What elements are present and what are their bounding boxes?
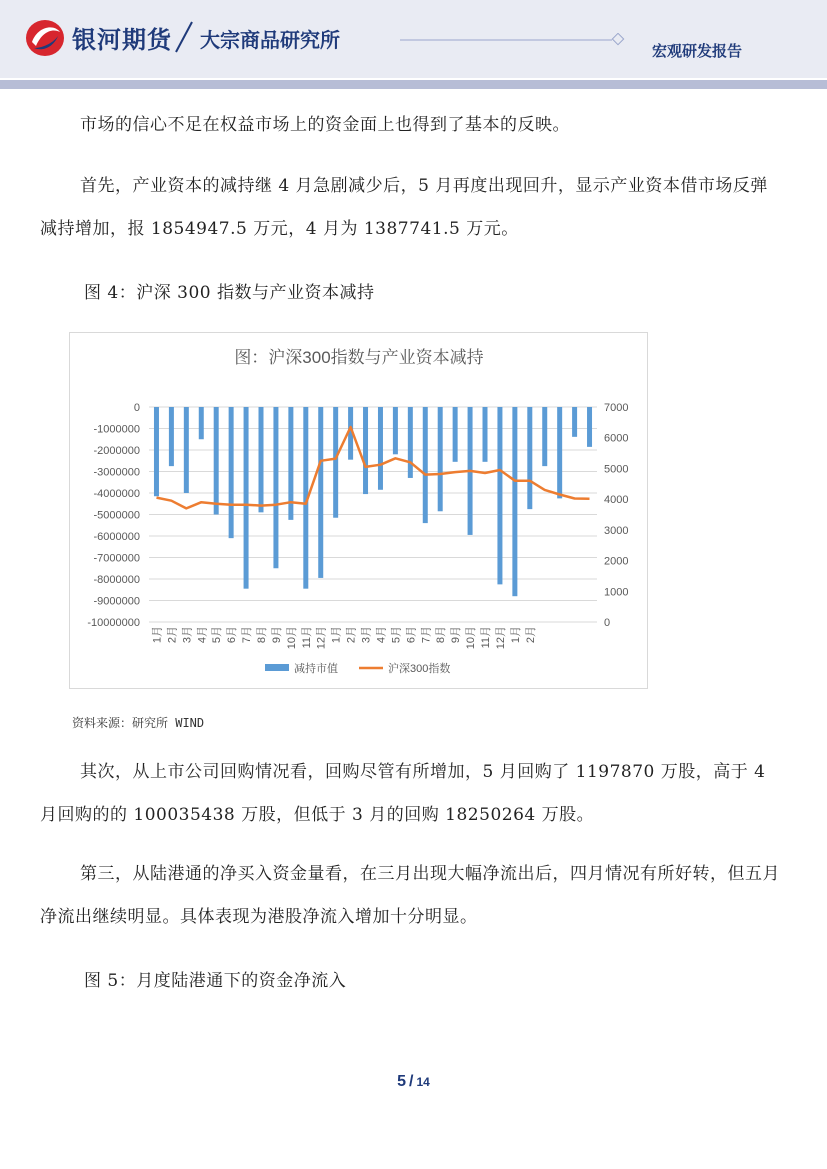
y-left-tick-label: -2000000	[93, 445, 140, 457]
bar	[408, 407, 413, 478]
bar	[438, 407, 443, 511]
x-tick-label: 10月	[465, 626, 478, 650]
chart-frame	[69, 332, 648, 689]
y-left-tick-label: -9000000	[93, 595, 140, 608]
source-note: 资料来源：研究所 WIND	[72, 716, 205, 730]
report-type-label: 宏观研发报告	[652, 42, 743, 60]
bar	[453, 407, 458, 462]
figure-4-title: 图 4：沪深 300 指数与产业资本减持	[84, 283, 375, 303]
x-tick-label: 1月	[330, 626, 343, 644]
page-total: 14	[416, 1075, 430, 1089]
y-right-tick-label: 3000	[604, 524, 629, 537]
y-left-tick-label: -5000000	[93, 509, 140, 522]
y-left-tick-label: -1000000	[93, 423, 140, 436]
bar	[557, 407, 562, 498]
brand-name: 银河期货	[72, 26, 172, 54]
page-separator: /	[409, 1073, 414, 1090]
y-right-tick-label: 0	[604, 617, 611, 629]
x-tick-label: 8月	[256, 626, 268, 644]
galaxy-logo-icon	[24, 18, 66, 58]
bar	[423, 407, 428, 523]
y-left-tick-label: -6000000	[93, 531, 140, 543]
x-tick-label: 7月	[241, 626, 254, 644]
x-tick-label: 9月	[270, 626, 283, 644]
bar	[363, 407, 368, 494]
bar	[184, 407, 189, 493]
x-tick-label: 3月	[181, 626, 194, 644]
x-tick-label: 1月	[151, 626, 164, 644]
y-right-tick-label: 2000	[604, 555, 629, 568]
header-deco-line	[400, 33, 630, 47]
x-tick-label: 10月	[285, 626, 298, 650]
header-bottom-bar	[0, 80, 827, 89]
x-tick-label: 2月	[166, 626, 179, 644]
bar	[393, 407, 398, 454]
x-tick-label: 2月	[345, 626, 358, 644]
bar	[199, 407, 204, 439]
combo-chart	[70, 333, 647, 688]
x-tick-label: 11月	[300, 626, 313, 649]
paragraph-2: 首先，产业资本的减持继 4 月急剧减少后，5 月再度出现回升，显示产业资本借市场反弹减持增加，报 1854947.5 万元，4 月为 1387741.5 万元。	[40, 176, 768, 239]
x-tick-label: 12月	[494, 626, 507, 650]
x-tick-label: 3月	[360, 626, 373, 644]
x-tick-label: 5月	[390, 626, 403, 644]
y-right-tick-label: 1000	[604, 586, 629, 599]
y-right-tick-label: 6000	[604, 432, 629, 445]
bar	[214, 407, 219, 515]
y-right-tick-label: 7000	[604, 402, 629, 414]
x-tick-label: 6月	[405, 626, 418, 644]
bar	[512, 407, 517, 596]
x-tick-label: 4月	[196, 626, 209, 644]
y-left-tick-label: -4000000	[93, 488, 140, 500]
bar	[527, 407, 532, 509]
legend-label-bars: 减持市值	[294, 663, 338, 675]
x-tick-label: 9月	[450, 626, 463, 644]
header-divider-slash	[172, 20, 196, 54]
legend-swatch-bars	[265, 664, 289, 671]
page-current: 5	[397, 1073, 407, 1090]
legend-label-line: 沪深300指数	[388, 663, 451, 675]
y-left-tick-label: -7000000	[93, 552, 140, 565]
x-tick-label: 11月	[480, 626, 492, 649]
x-tick-label: 2月	[524, 626, 537, 644]
bar	[154, 407, 159, 496]
bar	[259, 407, 264, 512]
y-left-tick-label: -10000000	[87, 617, 140, 629]
paragraph-3: 其次，从上市公司回购情况看，回购尽管有所增加，5 月回购了 1197870 万股，高于 4 月回购的的 100035438 万股，但低于 3 月的回购 18250264 万股。	[40, 762, 766, 825]
y-left-tick-label: 0	[133, 402, 140, 414]
x-tick-label: 1月	[509, 626, 522, 644]
bar	[497, 407, 502, 584]
x-tick-label: 7月	[420, 626, 433, 644]
bar	[244, 407, 249, 589]
figure-5-title: 图 5：月度陆港通下的资金净流入	[84, 971, 347, 991]
x-tick-label: 5月	[211, 626, 224, 644]
bar	[542, 407, 547, 466]
page-header	[0, 0, 827, 78]
chart-title: 图：沪深300指数与产业资本减持	[234, 348, 484, 367]
bar	[333, 407, 338, 518]
y-left-tick-label: -3000000	[93, 466, 140, 479]
y-right-tick-label: 5000	[604, 463, 629, 476]
paragraph-1: 市场的信心不足在权益市场上的资金面上也得到了基本的反映。	[80, 115, 570, 135]
institute-name: 大宗商品研究所	[200, 28, 340, 52]
bar	[229, 407, 234, 538]
x-tick-label: 4月	[375, 626, 388, 644]
bar	[572, 407, 577, 437]
index-line	[157, 427, 590, 508]
bar	[378, 407, 383, 490]
bar	[587, 407, 592, 447]
y-right-tick-label: 4000	[604, 494, 629, 507]
bar	[273, 407, 278, 568]
page-number	[0, 1073, 827, 1091]
x-tick-label: 12月	[315, 626, 328, 650]
bar	[483, 407, 488, 462]
x-tick-label: 8月	[435, 626, 448, 644]
x-tick-label: 6月	[226, 626, 239, 644]
y-left-tick-label: -8000000	[93, 574, 140, 586]
bar	[318, 407, 323, 578]
bar	[169, 407, 174, 466]
paragraph-4: 第三，从陆港通的净买入资金量看，在三月出现大幅净流出后，四月情况有所好转，但五月净流出继续明显。具体表现为港股净流入增加十分明显。	[40, 864, 780, 927]
